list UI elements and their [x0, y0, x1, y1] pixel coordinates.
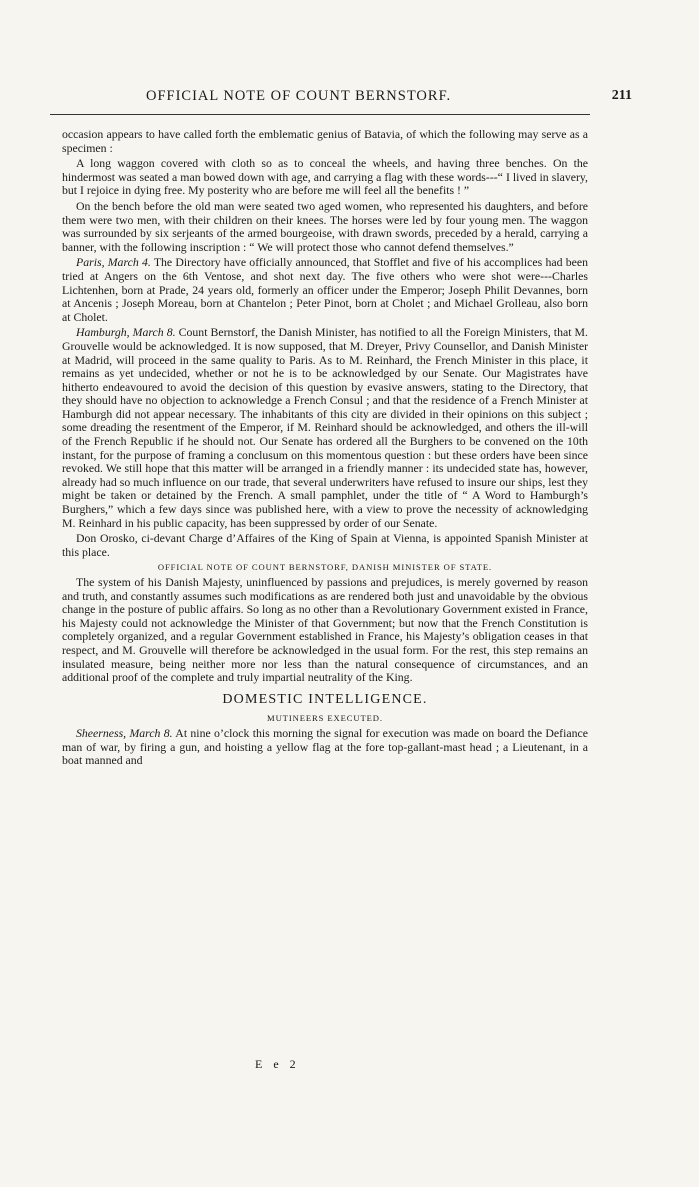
note-heading: OFFICIAL NOTE OF COUNT BERNSTORF, DANISH MINISTER OF STATE.: [157, 562, 493, 573]
paragraph-orosko: Don Orosko, ci-devant Charge d’Affaires of the King of Spain at Vienna, is appointed Spanish Minister at this place.: [62, 531, 588, 559]
paragraph-sheerness: Sheerness, March 8. At nine o’clock this morning the signal for execution was made on board the Defiance man of war, by firing a gun, and hoisting a yellow flag at the fore top-gallant-mast head ; a Lieutenant, in a boat manned and: [62, 725, 588, 768]
body-text: [62, 128, 588, 770]
paragraph-bench: On the bench before the old man were seated two aged women, who represented his daughters, and before them were two men, with their children on their knees. The horses were led by four young men. The waggon was surrounded by six serjeants of the armed bourgeoise, with drawn swords, preceded by a herald, carrying a banner, with the following inscription : “ We will protect those who cannot defend themselves.”: [62, 198, 588, 254]
running-head: [50, 88, 632, 108]
paragraph-waggon: A long waggon covered with cloth so as to conceal the wheels, and having three benches. On the hindermost was seated a man bowed down with age, and carrying a flag with these words---“ I lived in slavery, but I rejoice in dying free. My posterity who are before me will feel all the benefits ! ”: [62, 156, 588, 198]
dateline: Sheerness, March 8.: [76, 725, 173, 740]
signature-mark: E e 2: [255, 1057, 300, 1071]
header-rule: [50, 114, 590, 115]
dateline: Hamburgh, March 8.: [76, 325, 176, 340]
paragraph-hamburgh: Hamburgh, March 8. Count Bernstorf, the Danish Minister, has notified to all the Foreign Ministers, that M. Grouvelle would be acknowledged. It is now supposed, that M. Dreyer, Privy Counsellor, and Danish Minister at Madrid, will proceed in the same quality to Paris. As to M. Reinhard, the French Minister in this place, it remains as yet undecided, whether or not he is to be acknowledged by our Senate. Our Magistrates have hitherto endeavoured to avoid the decision of this question by evasive answers, stating to the Directory, that they should have no objection to acknowledge a French Consul ; and that the residence of a French Minister at Hamburgh did not appear necessary. The inhabitants of this city are divided in their opinions on this subject ; some dreading the resentment of the Emperor, if M. Reinhard should be acknowledged, and others the ill-will of the French Republic if he should not. Our Senate has ordered all the Burghers to be convened on the 10th instant, for the purpose of framing a conclusum on this momentous question : but these orders have been since revoked. We still hope that this matter will be arranged in a friendly manner : its undecided state has, however, already had so much influence on our trade, that several underwriters have refused to insure our ships, lest they might be taken or detained by the French. A small pamphlet, under the title of “ A Word to Hamburgh’s Burghers,” which a few days since was published here, with a view to prove the necessity of acknowledging M. Reinhard in his public capacity, has been suppressed by order of our Senate.: [62, 325, 588, 530]
mutineers-heading: MUTINEERS EXECUTED.: [267, 713, 383, 724]
paragraph-batavia-intro: occasion appears to have called forth the emblematic genius of Batavia, of which the following may serve as a specimen :: [62, 127, 588, 155]
section-title-domestic: DOMESTIC INTELLIGENCE.: [222, 691, 428, 707]
dateline: Paris, March 4.: [76, 255, 151, 270]
page-number: 211: [611, 88, 632, 103]
paragraph-paris: Paris, March 4. The Directory have officially announced, that Stofflet and five of his accomplices had been tried at Angers on the 6th Ventose, and shot next day. The five others who were shot were---Charles Lichtenhen, born at Prade, 24 years old, formerly an officer under the Emperor; Joseph Philit Devannes, born at Ancenis ; Joseph Moreau, born at Chantelon ; Peter Pinot, born at Cholet ; and Michael Grolleau, also born at Cholet.: [62, 255, 588, 324]
running-title: OFFICIAL NOTE OF COUNT BERNSTORF.: [146, 88, 452, 104]
paragraph-official-note: The system of his Danish Majesty, uninfluenced by passions and prejudices, is merely governed by reason and truth, and constantly assumes such modifications as are rendered both just and unavoidable by the obvious change in the posture of public affairs. So long as no other than a Revolutionary Government existed in France, his Majesty could not acknowledge the Minister of that Government; but now that the French Constitution is completely organized, and a regular Government established in France, his Majesty’s obligation ceases in that respect, and M. Grouvelle will therefore be acknowledged in the usual form. For the rest, this step remains an insulated measure, being neither more nor less than the natural consequence of circumstances, and an additional proof of the complete and truly impartial neutrality of the King.: [62, 575, 588, 685]
